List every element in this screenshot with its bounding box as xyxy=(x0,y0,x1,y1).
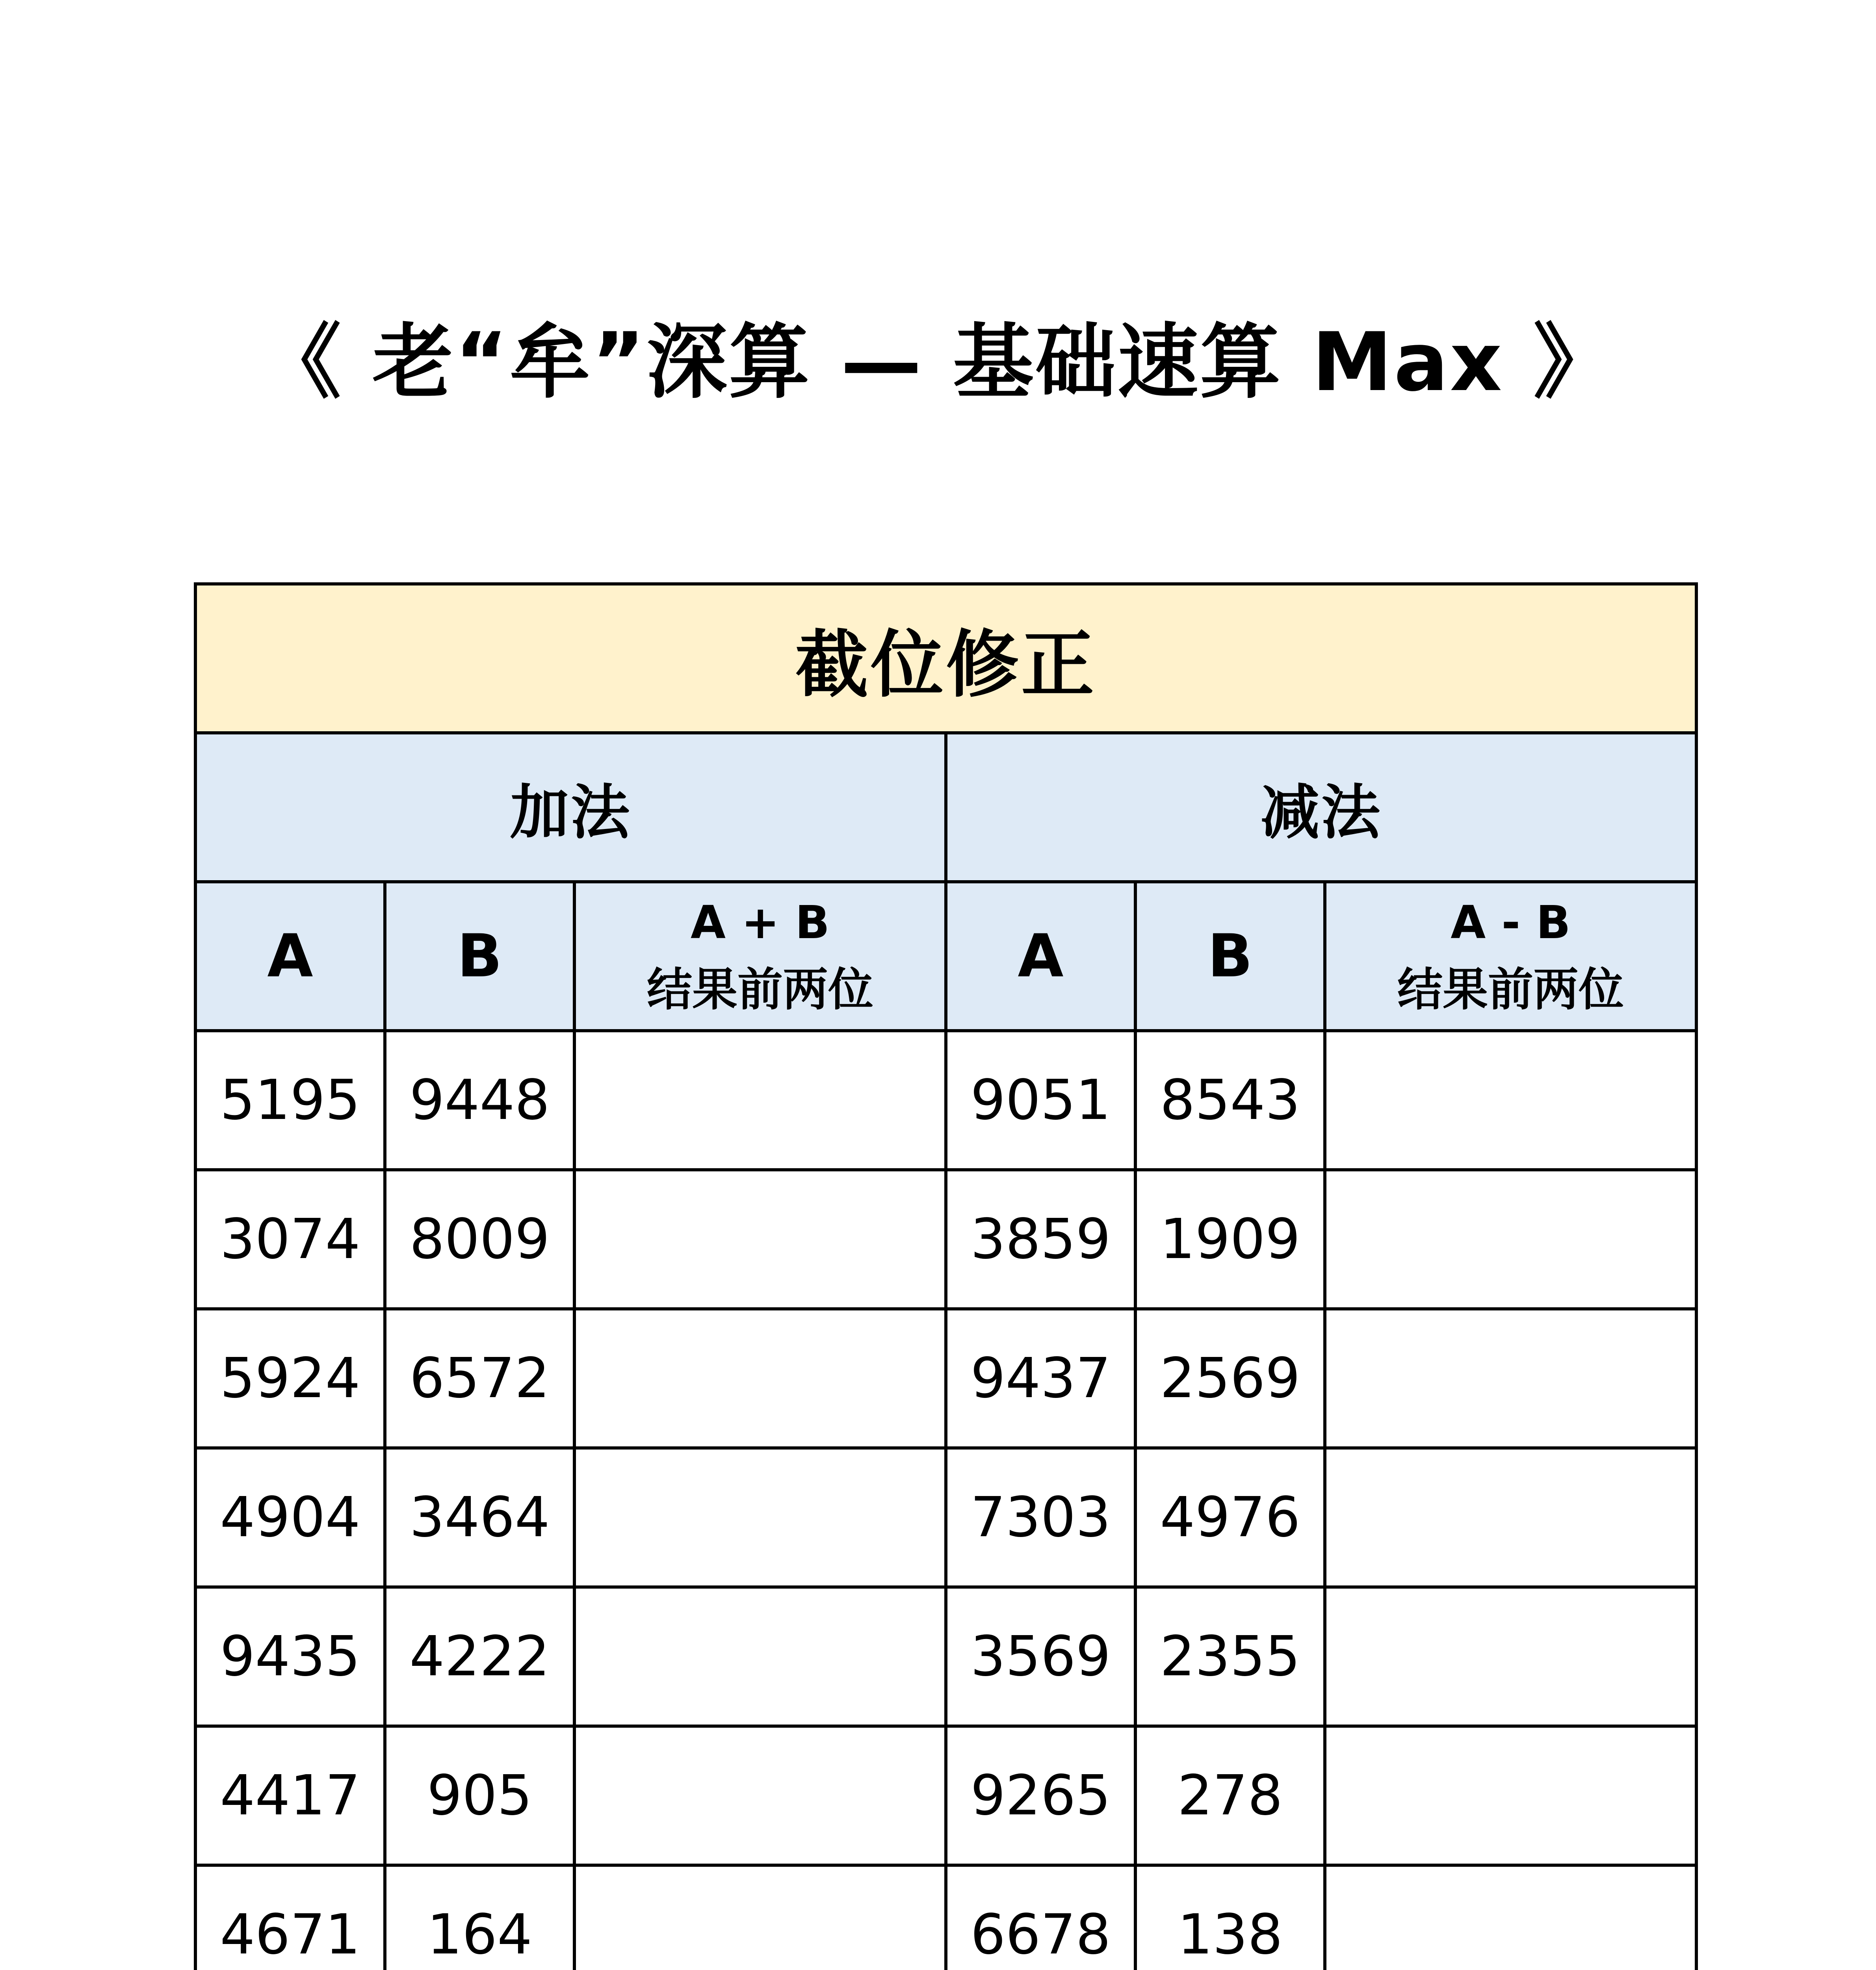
subtraction-a-cell: 9437 xyxy=(946,1309,1135,1448)
addition-col-b-header: B xyxy=(385,882,574,1031)
subtraction-col-a-header: A xyxy=(946,882,1135,1031)
worksheet-table xyxy=(194,582,1698,1970)
table-row xyxy=(195,1726,1696,1865)
subtraction-b-cell: 1909 xyxy=(1135,1170,1325,1309)
subtraction-b-cell: 138 xyxy=(1135,1865,1325,1970)
subtraction-result-cell[interactable] xyxy=(1325,1031,1696,1170)
subtraction-result-cell[interactable] xyxy=(1325,1726,1696,1865)
subtraction-b-cell: 278 xyxy=(1135,1726,1325,1865)
addition-result-cell[interactable] xyxy=(574,1170,946,1309)
subtraction-b-cell: 2569 xyxy=(1135,1309,1325,1448)
table-row xyxy=(195,1309,1696,1448)
addition-header: 加法 xyxy=(195,733,946,882)
table-row xyxy=(195,1170,1696,1309)
addition-col-a-header: A xyxy=(195,882,385,1031)
addition-result-cell[interactable] xyxy=(574,1726,946,1865)
subtraction-a-cell: 9051 xyxy=(946,1031,1135,1170)
subtraction-result-note: 结果前两位 xyxy=(1397,963,1624,1016)
subtraction-result-cell[interactable] xyxy=(1325,1309,1696,1448)
subtraction-a-cell: 7303 xyxy=(946,1448,1135,1587)
addition-a-cell: 4417 xyxy=(195,1726,385,1865)
subtraction-a-cell: 3569 xyxy=(946,1587,1135,1726)
column-header-row xyxy=(195,882,1696,1031)
addition-a-cell: 4671 xyxy=(195,1865,385,1970)
subtraction-result-expression: A - B xyxy=(1451,896,1571,949)
addition-a-cell: 3074 xyxy=(195,1170,385,1309)
table-row xyxy=(195,1865,1696,1970)
subtraction-result-cell[interactable] xyxy=(1325,1448,1696,1587)
addition-b-cell: 905 xyxy=(385,1726,574,1865)
banner-row xyxy=(195,584,1696,733)
addition-b-cell: 6572 xyxy=(385,1309,574,1448)
addition-a-cell: 5195 xyxy=(195,1031,385,1170)
addition-b-cell: 164 xyxy=(385,1865,574,1970)
addition-result-header xyxy=(574,882,946,1031)
subtraction-header: 减法 xyxy=(946,733,1696,882)
addition-result-cell[interactable] xyxy=(574,1031,946,1170)
subtraction-a-cell: 9265 xyxy=(946,1726,1135,1865)
operation-header-row xyxy=(195,733,1696,882)
addition-result-cell[interactable] xyxy=(574,1587,946,1726)
addition-result-cell[interactable] xyxy=(574,1448,946,1587)
table-row xyxy=(195,1031,1696,1170)
subtraction-result-cell[interactable] xyxy=(1325,1170,1696,1309)
addition-result-expression: A + B xyxy=(690,896,830,949)
subtraction-result-header xyxy=(1325,882,1696,1031)
addition-a-cell: 9435 xyxy=(195,1587,385,1726)
subtraction-b-cell: 8543 xyxy=(1135,1031,1325,1170)
addition-a-cell: 4904 xyxy=(195,1448,385,1587)
addition-b-cell: 4222 xyxy=(385,1587,574,1726)
addition-result-cell[interactable] xyxy=(574,1865,946,1970)
subtraction-col-b-header: B xyxy=(1135,882,1325,1031)
section-banner: 截位修正 xyxy=(195,584,1696,733)
addition-result-note: 结果前两位 xyxy=(646,963,873,1016)
table-row xyxy=(195,1587,1696,1726)
subtraction-result-cell[interactable] xyxy=(1325,1865,1696,1970)
page-title: 《 老“牟”深算 — 基础速算 Max 》 xyxy=(260,316,1616,409)
subtraction-a-cell: 3859 xyxy=(946,1170,1135,1309)
addition-b-cell: 3464 xyxy=(385,1448,574,1587)
addition-result-cell[interactable] xyxy=(574,1309,946,1448)
table-row xyxy=(195,1448,1696,1587)
subtraction-a-cell: 6678 xyxy=(946,1865,1135,1970)
subtraction-b-cell: 2355 xyxy=(1135,1587,1325,1726)
addition-b-cell: 8009 xyxy=(385,1170,574,1309)
worksheet-body xyxy=(195,584,1696,1970)
subtraction-b-cell: 4976 xyxy=(1135,1448,1325,1587)
addition-a-cell: 5924 xyxy=(195,1309,385,1448)
subtraction-result-cell[interactable] xyxy=(1325,1587,1696,1726)
addition-b-cell: 9448 xyxy=(385,1031,574,1170)
